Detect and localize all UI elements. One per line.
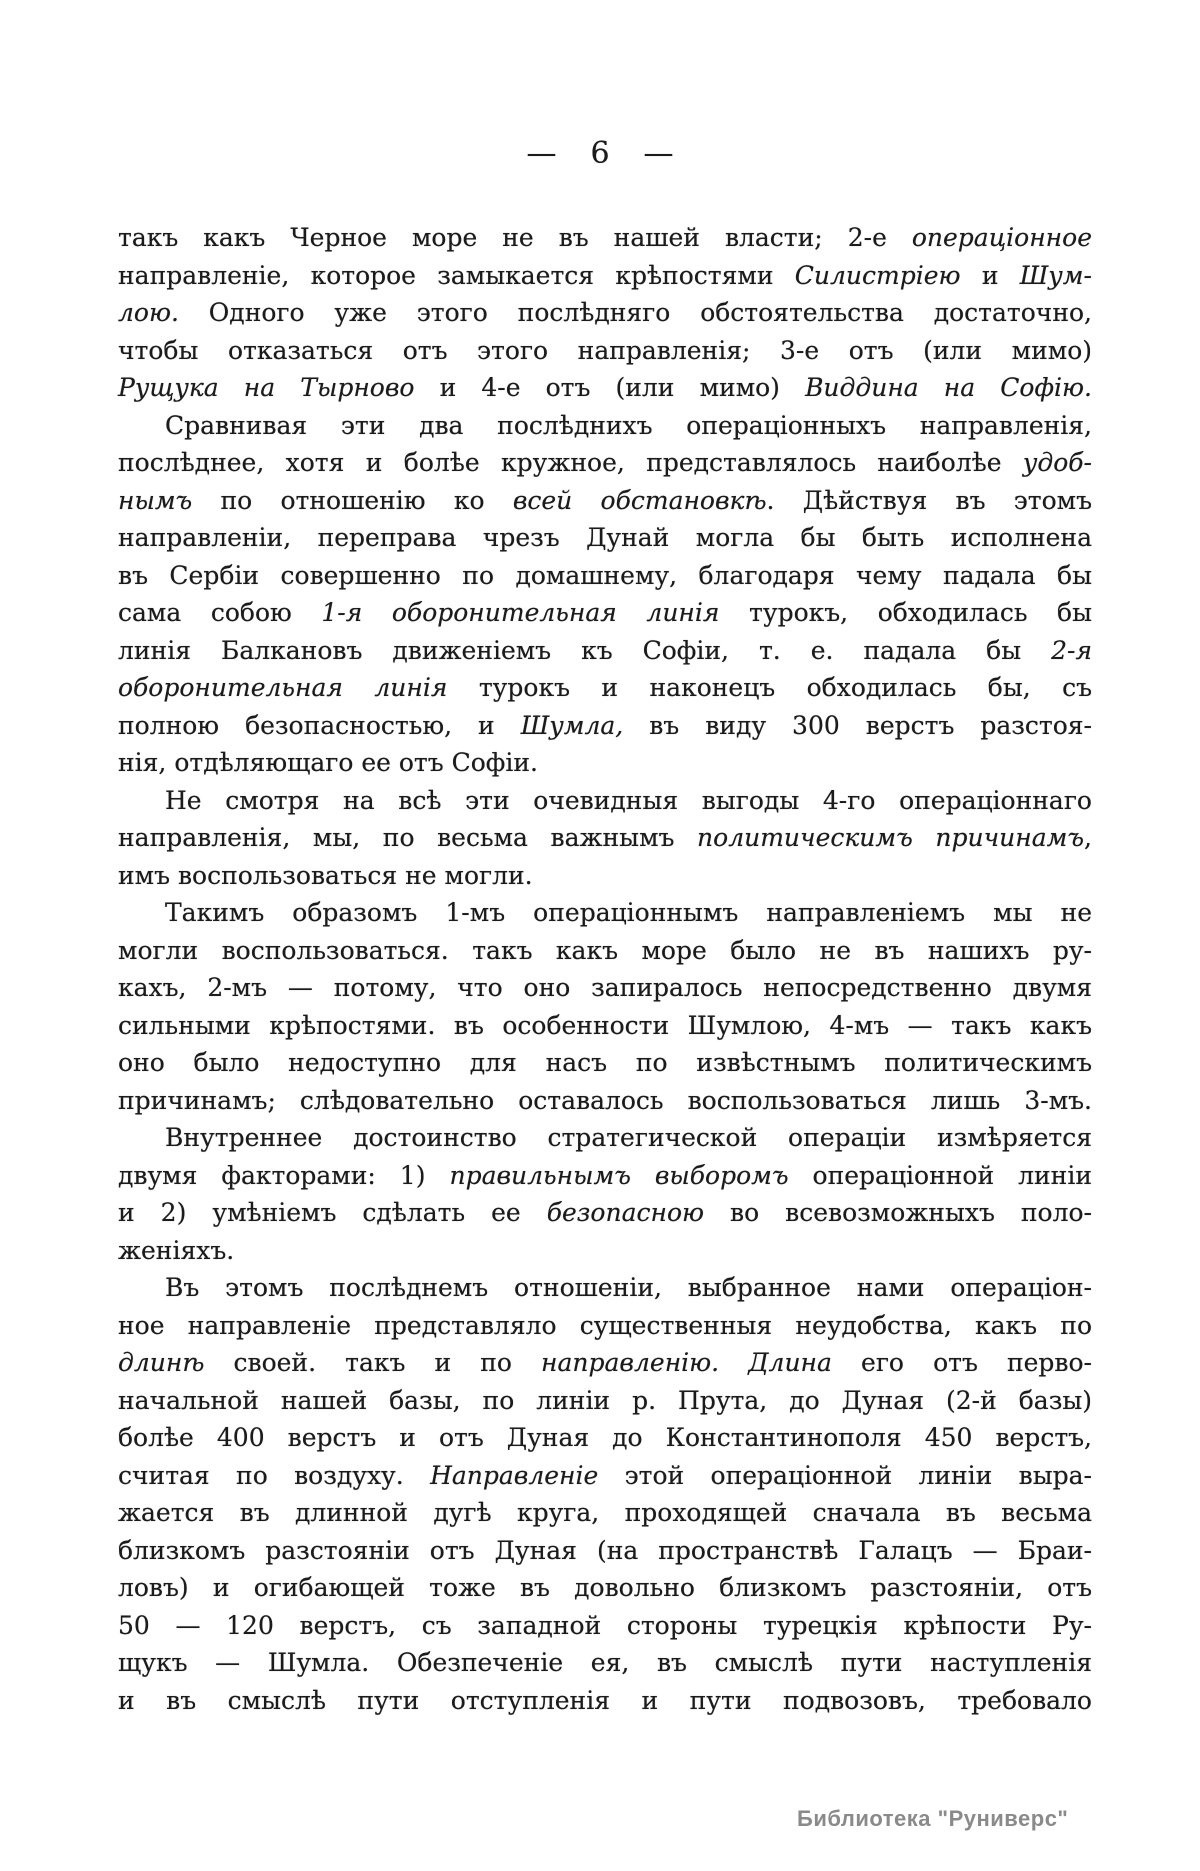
page-header bbox=[0, 136, 1200, 171]
body-text: имъ воспользоваться не могли. bbox=[118, 860, 533, 890]
body-text: начальной нашей базы, по линіи р. Прута, до Дуная (2-й базы) bbox=[118, 1385, 1092, 1415]
emphasized-text: 1-я оборонительная линія bbox=[321, 598, 720, 627]
header-dash-right: — bbox=[643, 136, 674, 171]
paragraph bbox=[118, 407, 1092, 782]
text-line bbox=[118, 1382, 1092, 1420]
text-line bbox=[118, 1307, 1092, 1345]
emphasized-text: всей обстановкѣ bbox=[512, 485, 767, 515]
body-text: считая по воздуху. bbox=[118, 1460, 431, 1490]
body-text: въ Сербіи совершенно по домашнему, благодаря чему падала бы bbox=[118, 560, 1092, 590]
text-line bbox=[118, 519, 1092, 557]
body-text: жается въ длинной дугѣ круга, проходящей сначала въ весьма bbox=[118, 1498, 1092, 1527]
body-text: турокъ, обходилась бы bbox=[719, 598, 1092, 627]
body-text: ловъ) и огибающей тоже въ довольно близкомъ разстояніи, отъ bbox=[118, 1573, 1092, 1602]
body-text: и 2) умѣніемъ сдѣлать ее bbox=[118, 1198, 547, 1227]
text-line bbox=[118, 857, 1092, 895]
text-line bbox=[118, 219, 1092, 257]
text-line bbox=[118, 1419, 1092, 1457]
body-text: этой операціонной линіи выра- bbox=[598, 1460, 1092, 1490]
body-text: щукъ — Шумла. Обезпеченіе ея, въ смыслѣ пути наступленія bbox=[118, 1648, 1092, 1677]
library-watermark: Библиотека "Руниверс" bbox=[797, 1806, 1069, 1831]
text-line bbox=[118, 669, 1092, 707]
emphasized-text: Силистріею bbox=[794, 260, 961, 290]
body-text: сама собою bbox=[118, 598, 322, 627]
emphasized-text: 2-я bbox=[1051, 635, 1092, 665]
emphasized-text: Направленіе bbox=[430, 1460, 599, 1490]
text-line bbox=[118, 294, 1092, 332]
text-line bbox=[118, 594, 1092, 632]
body-text: направленіе, которое замыкается крѣпостями bbox=[118, 260, 795, 290]
emphasized-text: Шум- bbox=[1019, 260, 1092, 290]
text-line bbox=[118, 1532, 1092, 1570]
emphasized-text: Рущука на Тырново bbox=[118, 373, 415, 402]
body-text: кахъ, 2-мъ — потому, что оно запиралось непосредственно двумя bbox=[118, 973, 1092, 1002]
text-line bbox=[118, 1194, 1092, 1232]
body-text: ное направленіе представляло существенныя неудобства, какъ по bbox=[118, 1310, 1092, 1340]
body-text: турокъ и наконецъ обходилась бы, съ bbox=[447, 673, 1093, 702]
body-text: и въ смыслѣ пути отступленія и пути подвозовъ, требовало bbox=[118, 1685, 1092, 1715]
emphasized-text: длинѣ bbox=[118, 1348, 205, 1377]
text-line bbox=[118, 1494, 1092, 1532]
body-text: его отъ перво- bbox=[831, 1348, 1092, 1377]
body-text: причинамъ; слѣдовательно оставалось воспользоваться лишь 3-мъ. bbox=[118, 1085, 1092, 1115]
text-line bbox=[118, 1344, 1092, 1382]
text-line bbox=[118, 369, 1092, 407]
body-text: и bbox=[960, 260, 1020, 290]
body-text: , bbox=[1084, 823, 1092, 852]
text-line bbox=[118, 482, 1092, 520]
body-text: по отношенію ко bbox=[192, 485, 513, 515]
body-text: операціонной линіи bbox=[788, 1160, 1092, 1190]
text-line bbox=[118, 1007, 1092, 1045]
text-line bbox=[118, 1119, 1092, 1157]
paragraph bbox=[118, 894, 1092, 1119]
text-line bbox=[118, 444, 1092, 482]
body-text: своей. такъ и по bbox=[204, 1348, 542, 1377]
text-line bbox=[118, 407, 1092, 445]
text-line bbox=[118, 257, 1092, 295]
page-text bbox=[118, 219, 1092, 1719]
body-text: Одного уже этого послѣдняго обстоятельства достаточно, bbox=[178, 298, 1092, 327]
body-text: Сравнивая эти два послѣднихъ операціонныхъ направленія, bbox=[165, 410, 1092, 440]
body-text: такъ какъ Черное море не въ нашей власти; 2-е bbox=[118, 223, 912, 252]
paragraph bbox=[118, 1269, 1092, 1719]
body-text: линія Балкановъ движеніемъ къ Софіи, т. е. падала бы bbox=[118, 635, 1052, 665]
text-line bbox=[118, 782, 1092, 820]
body-text: Не смотря на всѣ эти очевидныя выгоды 4-го операціоннаго bbox=[165, 785, 1092, 815]
text-line bbox=[118, 1044, 1092, 1082]
emphasized-text: направленію. Длина bbox=[541, 1348, 832, 1377]
body-text: чтобы отказаться отъ этого направленія; 3-е отъ (или мимо) bbox=[118, 335, 1092, 365]
text-line bbox=[118, 557, 1092, 595]
body-text: . Дѣйствуя въ этомъ bbox=[766, 485, 1093, 515]
paragraph bbox=[118, 782, 1092, 895]
body-text: могли воспользоваться. такъ какъ море было не въ нашихъ ру- bbox=[118, 935, 1092, 965]
emphasized-text: операціонное bbox=[911, 223, 1092, 252]
paragraph bbox=[118, 1119, 1092, 1269]
body-text: женіяхъ. bbox=[118, 1235, 235, 1265]
text-line bbox=[118, 1232, 1092, 1270]
text-line bbox=[118, 1644, 1092, 1682]
emphasized-text: правильнымъ выборомъ bbox=[449, 1160, 789, 1190]
text-line bbox=[118, 819, 1092, 857]
text-line bbox=[118, 1457, 1092, 1495]
emphasized-text: безопасною bbox=[546, 1198, 705, 1227]
paragraph bbox=[118, 219, 1092, 407]
text-line bbox=[118, 1682, 1092, 1720]
text-line bbox=[118, 932, 1092, 970]
text-line bbox=[118, 632, 1092, 670]
emphasized-text: лою. bbox=[118, 298, 179, 327]
page-number: 6 bbox=[590, 136, 610, 171]
body-text: Въ этомъ послѣднемъ отношеніи, выбранное нами операціон- bbox=[165, 1273, 1092, 1302]
body-text: Такимъ образомъ 1-мъ операціоннымъ направленіемъ мы не bbox=[165, 898, 1092, 927]
body-text: и 4-е отъ (или мимо) bbox=[414, 373, 806, 402]
emphasized-text: политическимъ причинамъ bbox=[697, 823, 1085, 852]
body-text: направленія, мы, по весьма важнымъ bbox=[118, 823, 698, 852]
text-line bbox=[118, 332, 1092, 370]
body-text: близкомъ разстояніи отъ Дуная (на пространствѣ Галацъ — Браи- bbox=[118, 1535, 1092, 1565]
emphasized-text: Шумла, bbox=[520, 710, 624, 740]
text-line bbox=[118, 1569, 1092, 1607]
text-line bbox=[118, 1157, 1092, 1195]
header-dash-left: — bbox=[526, 136, 557, 171]
body-text: направленіи, переправа чрезъ Дунай могла бы быть исполнена bbox=[118, 523, 1092, 552]
text-line bbox=[118, 744, 1092, 782]
body-text: оно было недоступно для насъ по извѣстнымъ политическимъ bbox=[118, 1048, 1092, 1077]
body-text: 50 — 120 верстъ, съ западной стороны турецкія крѣпости Ру- bbox=[118, 1610, 1092, 1640]
emphasized-text: нымъ bbox=[118, 485, 193, 515]
text-line bbox=[118, 1082, 1092, 1120]
body-text: сильными крѣпостями. въ особенности Шумлою, 4-мъ — такъ какъ bbox=[118, 1010, 1092, 1040]
body-text: нія, отдѣляющаго ее отъ Софіи. bbox=[118, 748, 538, 777]
body-text: Внутреннее достоинство стратегической операціи измѣряется bbox=[165, 1123, 1092, 1152]
emphasized-text: оборонительная линія bbox=[118, 673, 448, 702]
text-line bbox=[118, 1607, 1092, 1645]
text-line bbox=[118, 1269, 1092, 1307]
body-text: полною безопасностью, и bbox=[118, 710, 521, 740]
text-line bbox=[118, 894, 1092, 932]
body-text: во всевозможныхъ поло- bbox=[704, 1198, 1092, 1227]
body-text: въ виду 300 верстъ разстоя- bbox=[623, 710, 1092, 740]
emphasized-text: Виддина на Софію. bbox=[805, 373, 1092, 402]
text-line bbox=[118, 969, 1092, 1007]
emphasized-text: удоб- bbox=[1022, 448, 1092, 477]
body-text: болѣе 400 верстъ и отъ Дуная до Константинополя 450 верстъ, bbox=[118, 1423, 1092, 1452]
text-line bbox=[118, 707, 1092, 745]
body-text: двумя факторами: 1) bbox=[118, 1160, 450, 1190]
body-text: послѣднее, хотя и болѣе кружное, представлялось наиболѣе bbox=[118, 448, 1023, 477]
